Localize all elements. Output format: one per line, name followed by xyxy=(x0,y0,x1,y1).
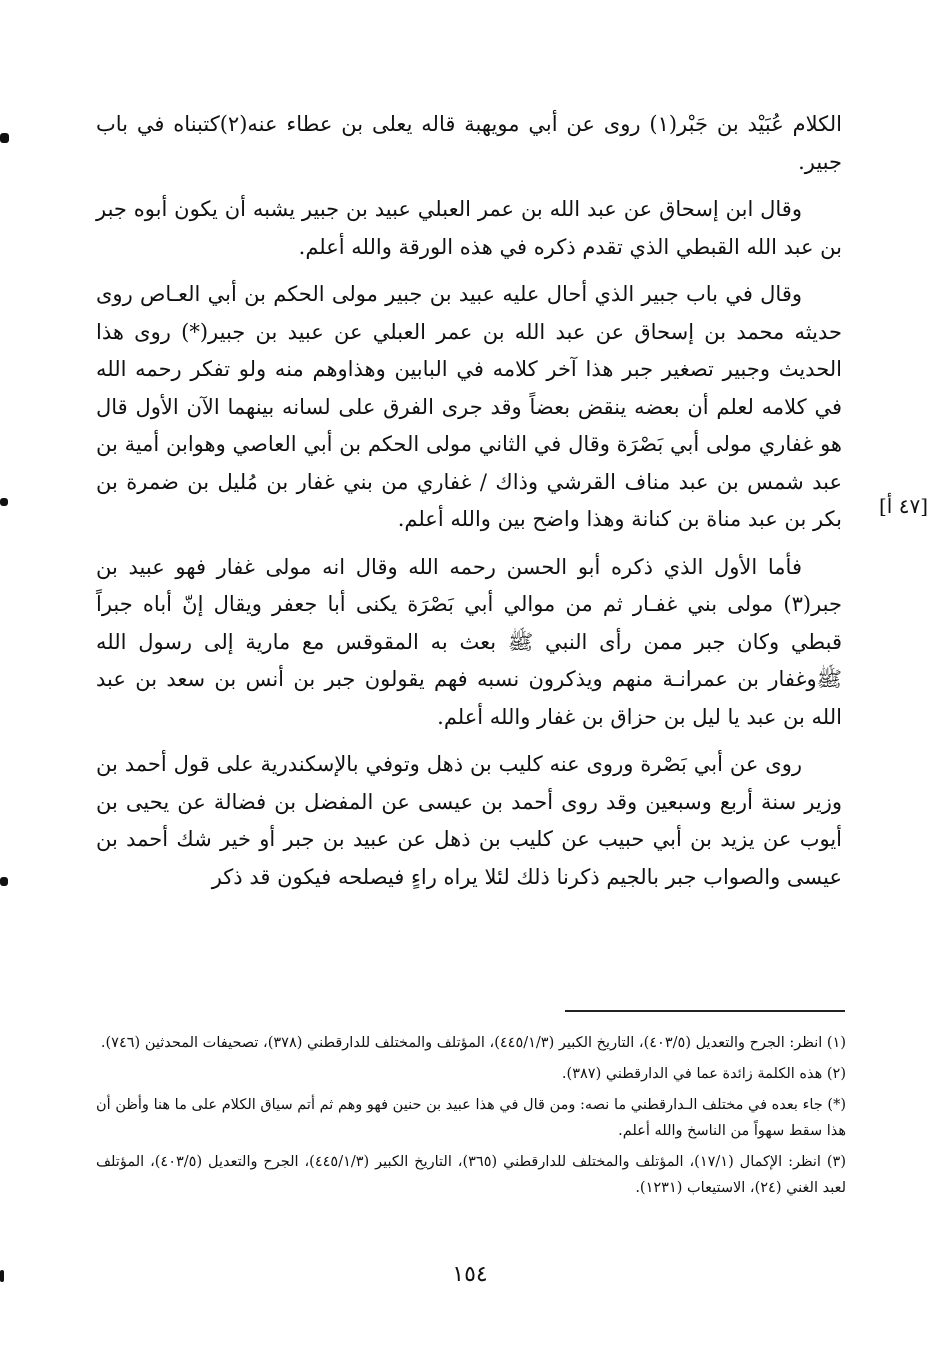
footnotes xyxy=(96,1030,846,1206)
paragraph: روى عن أبي بَصْرة وروى عنه كليب بن ذهل وتوفي بالإسكندرية على قول أحمد بن وزير سنة أربع وسبعين وقد روى أحمد بن عيسى عن المفضل بن فضالة عن يحيى بن أيوب عن يزيد بن أبي حبيب عن كليب بن ذهل عن عبيد بن جبر أو خير شك أحمد بن عيسى والصواب جبر بالجيم ذكرنا ذلك لئلا يراه راءٍ فيصلحه فيكون قد ذكر xyxy=(96,752,842,889)
footnote: (١) انظر: الجرح والتعديل (٤٠٣/٥)، التاريخ الكبير (٤٤٥/١/٣)، المؤتلف والمختلف للدارقطني (٣٧٨)، تصحيفات المحدثين (٧٤٦). xyxy=(100,1035,846,1051)
paragraph: فأما الأول الذي ذكره أبو الحسن رحمه الله وقال انه مولى غفار فهو عبيد بن جبر(٣) مولى بني غفـار ثم من موالي أبي بَصْرَة يكنى أبا جعفر ويقال إنّ أباه جبراً قبطي وكان جبر ممن رأى النبي ﷺ بعث به المقوقس مع مارية إلى رسول الله ﷺوغفار بن عمرانـة منهم ويذكرون نسبه فهم يقولون جبر بن أنس بن سعد بن عبد الله بن عبد يا ليل بن حزاق بن غفار والله أعلم. xyxy=(96,554,842,729)
footnote-separator xyxy=(565,1010,845,1012)
paragraph: وقال ابن إسحاق عن عبد الله بن عمر العبلي عبيد بن جبير يشبه أن يكون أبوه جبر بن عبد الله القبطي الذي تقدم ذكره في هذه الورقة والله أعلم. xyxy=(96,197,842,259)
paragraph: الكلام عُبَيْد بن جَبْر(١) روى عن أبي مويهبة قاله يعلى بن عطاء عنه(٢)كتبناه في باب جبير. xyxy=(96,112,842,174)
footnote: (٣) انظر: الإكمال (١٧/١)، المؤتلف والمختلف للدارقطني (٣٦٥)، التاريخ الكبير (٤٤٥/١/٣)، الجرح والتعديل (٤٠٣/٥)، المؤتلف لعبد الغني (٢٤)، الاستيعاب (١٢٣١). xyxy=(96,1154,846,1196)
margin-folio-reference: [٤٧ أ] xyxy=(878,494,928,518)
footnote: (*) جاء بعده في مختلف الـدارقطني ما نصه: ومن قال في هذا عبيد بن حنين فهو وهم ثم أتم سياق الكلام على ما هنا وأظن أن هذا سقط سهواً من الناسخ والله أعلم. xyxy=(96,1097,846,1139)
footnote: (٢) هذه الكلمة زائدة عما في الدارقطني (٣٨٧). xyxy=(561,1066,846,1082)
page-number: ١٥٤ xyxy=(452,1262,488,1287)
margin-mark xyxy=(0,498,8,506)
main-text xyxy=(96,106,842,896)
margin-mark xyxy=(0,133,9,143)
margin-mark xyxy=(0,877,8,886)
paragraph: وقال في باب جبير الذي أحال عليه عبيد بن جبير مولى الحكم بن أبي العـاص روى حديثه محمد بن إسحاق عن عبد الله بن عمر العبلي عن عبيد بن جبير(*) روى هذا الحديث وجبير تصغير جبر هذا آخر كلامه في البابين وهذاوهم منه ولو تفكر رحمه الله في كلامه لعلم أن بعضه ينقض بعضاً وقد جرى الفرق على لسانه بينهما الآن الأول قال هو غفاري مولى أبي بَصْرَة وقال في الثاني مولى الحكم بن أبي العاصي وهوابن أمية بن عبد شمس بن عبد مناف القرشي وذاك / غفاري من بني غفار بن مُليل بن ضمرة بن بكر بن عبد مناة بن كنانة وهذا واضح بين والله أعلم. xyxy=(96,282,843,531)
margin-mark xyxy=(0,1270,4,1282)
